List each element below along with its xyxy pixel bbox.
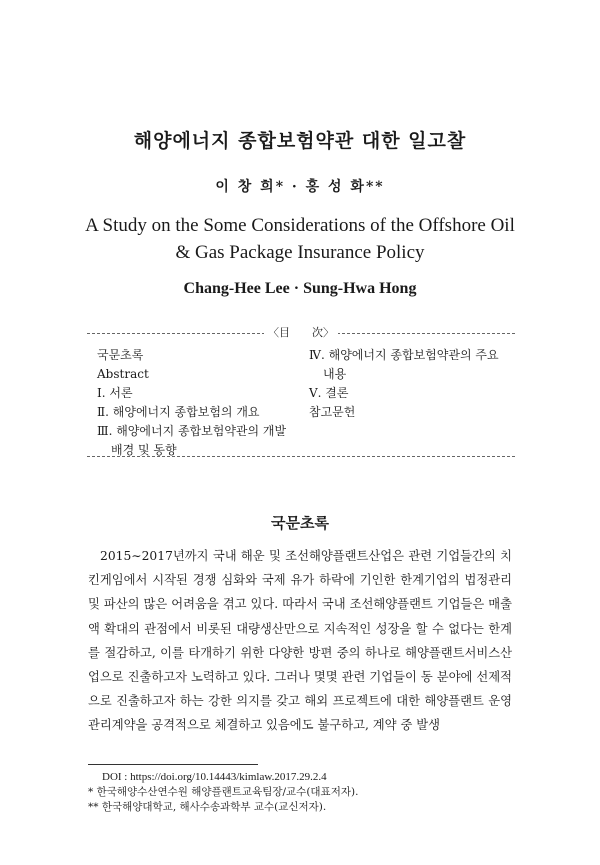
toc-item: 내용 (323, 367, 347, 381)
doi-footnote: DOI : https://doi.org/10.14443/kimlaw.2017.29.2.4 (102, 771, 327, 783)
toc-item: Abstract (97, 367, 149, 381)
authors-english: Chang-Hee Lee · Sung-Hwa Hong (183, 280, 417, 297)
authors-korean: 이 창 희* · 홍 성 화** (215, 179, 385, 195)
toc-item: Ⅳ. 해양에너지 종합보험약관의 주요 (309, 348, 499, 362)
footnote-divider (88, 764, 258, 765)
paper-title-english (60, 212, 540, 266)
footnotes (88, 770, 512, 815)
toc-item: Ⅰ. 서론 (97, 386, 133, 400)
toc-item: Ⅴ. 결론 (309, 386, 349, 400)
toc-item: Ⅱ. 해양에너지 종합보험의 개요 (97, 405, 260, 419)
title-en-line-2: & Gas Package Insurance Policy (175, 242, 425, 263)
toc-item: 배경 및 동향 (111, 443, 177, 457)
footnote-1: * 한국해양수산연수원 해양플랜트교육팀장/교수(대표저자). (88, 786, 359, 798)
toc-left-column (97, 346, 302, 460)
paper-title-korean: 해양에너지 종합보험약관 대한 일고찰 (133, 130, 467, 152)
abstract-paragraph: 2015∼2017년까지 국내 해운 및 조선해양플랜트산업은 관련 기업들간의 치킨게임에서 시작된 경쟁 심화와 국제 유가 하락에 기인한 한계기업의 법정관리 및 파산의 많은 어려움을 겪고 있다. 따라서 국내 조선해양플랜트 기업들은 매출액 확대의 관점에서 비롯된 대량생산만으로 지속적인 성장을 할 수 없다는 한계를 절감하고, 이를 타개하기 위한 다양한 방편 중의 하나로 해양플랜트서비스산업으로 진출하고자 노력하고 있다. 그러나 몇몇 관련 기업들이 동 분야에 선제적으로 진출하고자 하는 강한 의지를 갖고 해외 프로젝트에 대한 해양플랜트 운영관리계약을 공격적으로 체결하고 있음에도 불구하고, 계약 중 발생 (88, 549, 512, 733)
toc-label: 〈目 次〉 (87, 325, 515, 341)
toc-item: 국문초록 (97, 348, 144, 362)
table-of-contents (87, 326, 515, 457)
toc-right-column (309, 346, 515, 422)
abstract-body (88, 544, 512, 738)
toc-item: 참고문헌 (309, 405, 356, 419)
toc-item: Ⅲ. 해양에너지 종합보험약관의 개발 (97, 424, 287, 438)
footnote-2: ** 한국해양대학교, 해사수송과학부 교수(교신저자). (88, 801, 327, 813)
abstract-heading: 국문초록 (271, 514, 329, 532)
title-en-line-1: A Study on the Some Considerations of the Offshore Oil (85, 215, 515, 236)
